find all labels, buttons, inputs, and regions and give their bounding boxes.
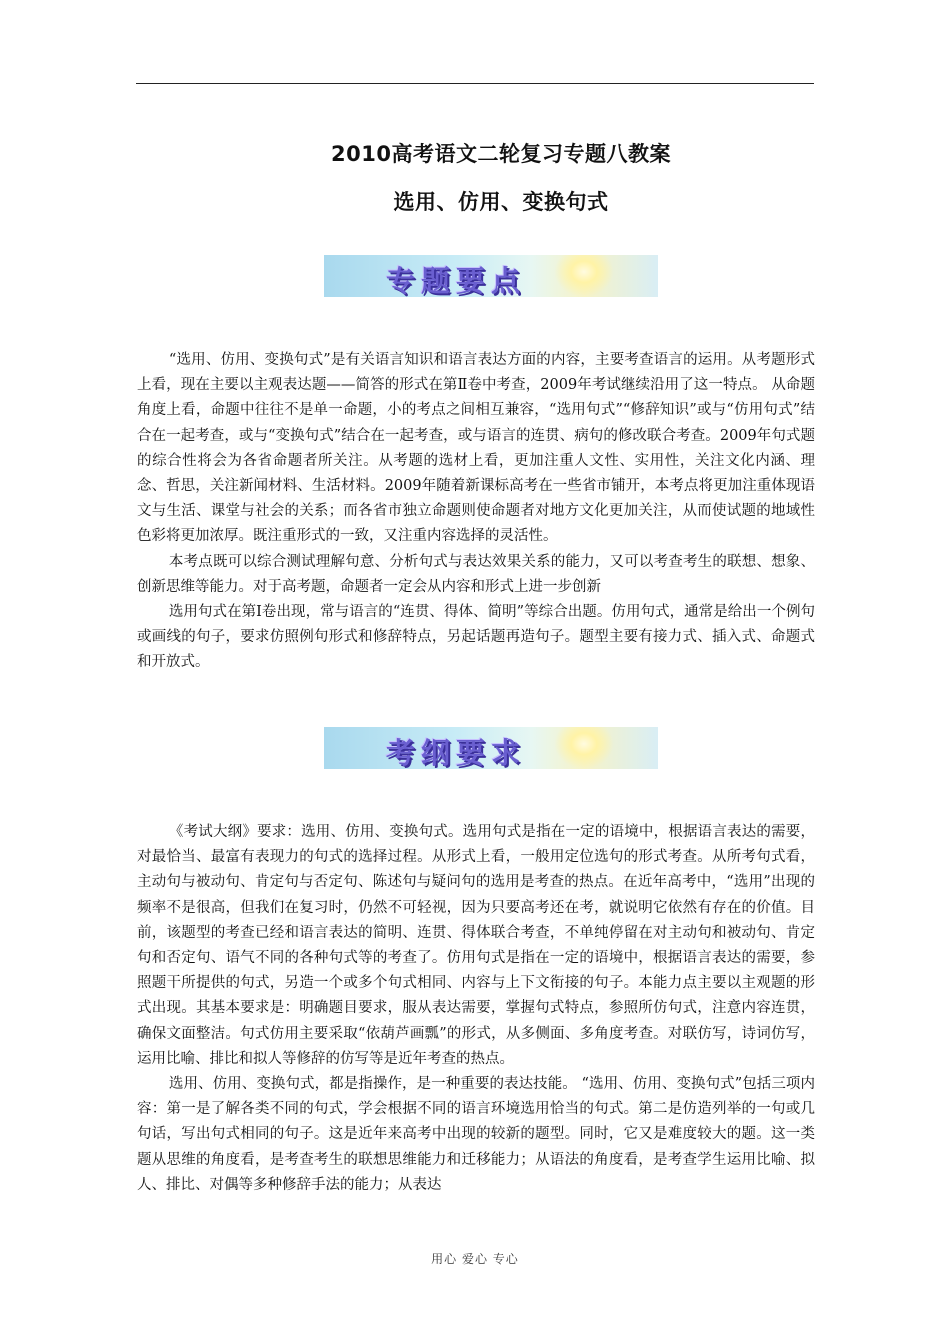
header-rule (136, 83, 814, 84)
document-title: 2010高考语文二轮复习专题八教案 (331, 142, 671, 166)
flower-decoration-icon (554, 255, 614, 297)
section-key-points-body (137, 348, 815, 676)
paragraph: “选用、仿用、变换句式”是有关语言知识和语言表达方面的内容，主要考查语言的运用。从考题形式上看，现在主要以主观表达题——简答的形式在第Ⅱ卷中考查，2009年考试继续沿用了这一特点。 从命题角度上看，命题中往往不是单一命题，小的考点之间相互兼容，“选用句式”“修辞知识”或与“仿用句式”结合在一起考查，或与“变换句式”结合在一起考查，或与语言的连贯、病句的修改联合考查。2009年句式题的综合性将会为各省命题者所关注。从考题的选材上看，更加注重人文性、实用性，关注文化内涵、理念、哲思，关注新闻材料、生活材料。2009年随着新课标高考在一些省市铺开，本考点将更加注重体现语文与生活、课堂与社会的关系；而各省市独立命题则使命题者对地方文化更加关注，从而使试题的地域性色彩将更加浓厚。既注重形式的一致，又注重内容选择的灵活性。 (137, 352, 815, 545)
paragraph: 选用、仿用、变换句式，都是指操作，是一种重要的表达技能。 “选用、仿用、变换句式”包括三项内容：第一是了解各类不同的句式，学会根据不同的语言环境选用恰当的句式。第二是仿造列举的一句或几句话，写出句式相同的句子。这是近年来高考中出现的较新的题型。同时，它又是难度较大的题。这一类题从思维的角度看，是考查考生的联想思维能力和迁移能力；从语法的角度看，是考查学生运用比喻、拟人、排比、对偶等多种修辞手法的能力；从表达 (137, 1076, 815, 1193)
paragraph: 选用句式在第Ⅰ卷出现，常与语言的“连贯、得体、简明”等综合出题。仿用句式，通常是给出一个例句或画线的句子，要求仿照例句形式和修辞特点，另起话题再造句子。题型主要有接力式、插入式、命题式和开放式。 (137, 604, 815, 671)
page-footer: 用心 爱心 专心 (431, 1252, 519, 1266)
section-banner-syllabus (324, 727, 658, 769)
section-syllabus-body (137, 820, 815, 1198)
banner-label: 专题要点 (386, 264, 527, 297)
document-subtitle: 选用、仿用、变换句式 (393, 190, 609, 214)
flower-decoration-icon (554, 727, 614, 769)
paragraph: 本考点既可以综合测试理解句意、分析句式与表达效果关系的能力，又可以考查考生的联想、想象、创新思维等能力。对于高考题，命题者一定会从内容和形式上进一步创新 (137, 553, 815, 595)
banner-label: 考纲要求 (386, 736, 527, 769)
paragraph: 《考试大纲》要求：选用、仿用、变换句式。选用句式是指在一定的语境中，根据语言表达的需要，对最恰当、最富有表现力的句式的选择过程。从形式上看，一般用定位选句的形式考查。从所考句式看，主动句与被动句、肯定句与否定句、陈述句与疑问句的选用是考查的热点。在近年高考中，“选用”出现的频率不是很高，但我们在复习时，仍然不可轻视，因为只要高考还在考，就说明它依然有存在的价值。目前，该题型的考查已经和语言表达的简明、连贯、得体联合考查，不单纯停留在对主动句和被动句、肯定句和否定句、语气不同的各种句式等的考查了。仿用句式是指在一定的语境中，根据语言表达的需要，参照题干所提供的句式，另造一个或多个句式相同、内容与上下文衔接的句子。本能力点主要以主观题的形式出现。其基本要求是：明确题目要求，服从表达需要，掌握句式特点，参照所仿句式，注意内容连贯，确保文面整洁。句式仿用主要采取“依葫芦画瓢”的形式，从多侧面、多角度考查。对联仿写，诗词仿写，运用比喻、排比和拟人等修辞的仿写等是近年考查的热点。 (137, 824, 815, 1067)
section-banner-key-points (324, 255, 658, 297)
